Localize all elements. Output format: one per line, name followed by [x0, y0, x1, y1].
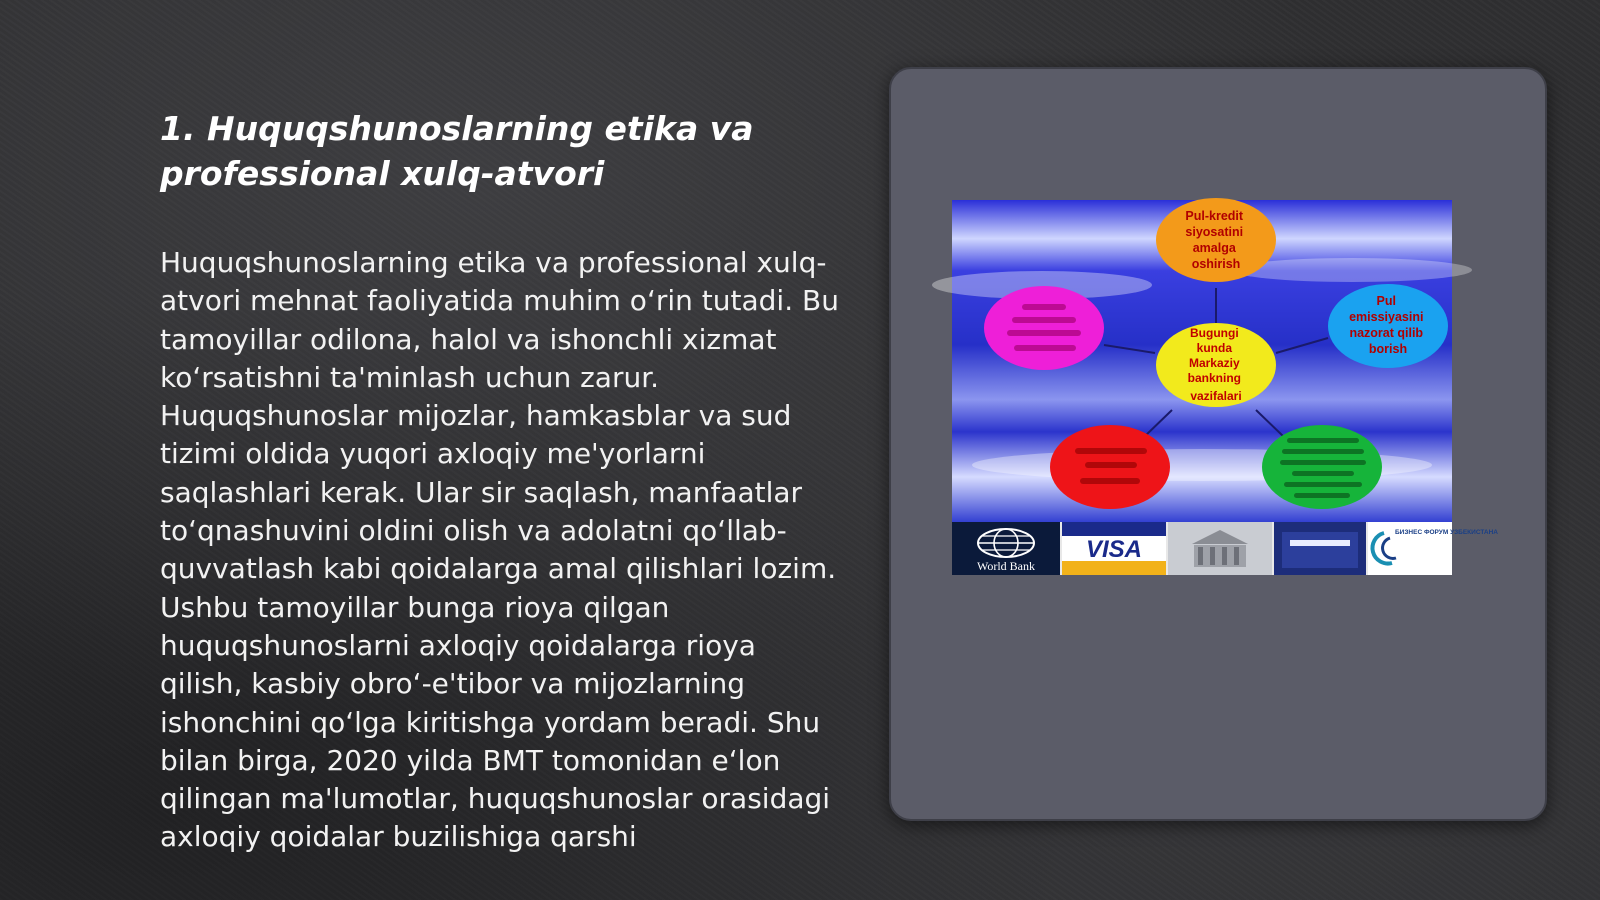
business-forum-logo — [1368, 522, 1498, 575]
logo-strip — [952, 522, 1498, 575]
business-forum-label: БИЗНЕС ФОРУМ УЗБЕКИСТАНА — [1395, 529, 1499, 536]
node-left — [984, 286, 1104, 370]
svg-text:Pul emissiyasini: Pul emissiyasini nazorat qilib borish — [1349, 294, 1424, 356]
node-bottom-left-blurred-text — [1075, 448, 1147, 484]
world-bank-label: World Bank — [976, 559, 1036, 573]
bank-office-photo — [1274, 522, 1366, 575]
world-bank-logo — [952, 522, 1060, 575]
slide-body-text: Huquqshunoslarning etika va professional xulq-atvori mehnat faoliyatida muhim o‘rin tutadi. Bu tamoyillar odilona, halol va ishonchli xizmat ko‘rsatishni ta'minlash uchun zarur. Huquqshunoslar mijozlar, hamkasblar va sud tizimi oldida yuqori axloqiy me'yorlarni saqlashlari kerak. Ular sir saqlash, manfaatlar to‘qnashuvini oldini olish va adolatni qo‘llab-quvvatlash kabi qoidalarga amal qilishlari lozim. Ushbu tamoyillar bunga rioya qilgan huquqshunoslarni axloqiy qoidalarga rioya qilish, kasbiy obro‘-e'tibor va mijozlarning ishonchini qo‘lga kiritishga yordam beradi. Shu bilan birga, 2020 yilda BMT tomonidan e‘lon qilingan ma'lumotlar, huquqshunoslar orasidagi axloqiy qoidalar buzilishiga qarshi — [160, 246, 839, 854]
svg-text:Pul-kredit siyosatini: Pul-kredit siyosatini amalga oshirish — [1185, 209, 1244, 271]
visa-logo — [1062, 522, 1166, 575]
svg-text:Bugungi kunda: Bugungi kunda Markaziy bankning vazifalari — [1187, 326, 1242, 403]
picture-frame — [889, 67, 1547, 821]
cloud-streak — [1232, 258, 1472, 282]
bank-building-photo — [1168, 522, 1272, 575]
visa-label: VISA — [1085, 536, 1143, 563]
central-bank-diagram-picture — [952, 200, 1499, 575]
slide-title: 1. Huquqshunoslarning etika va professional xulq-atvori — [160, 109, 754, 193]
